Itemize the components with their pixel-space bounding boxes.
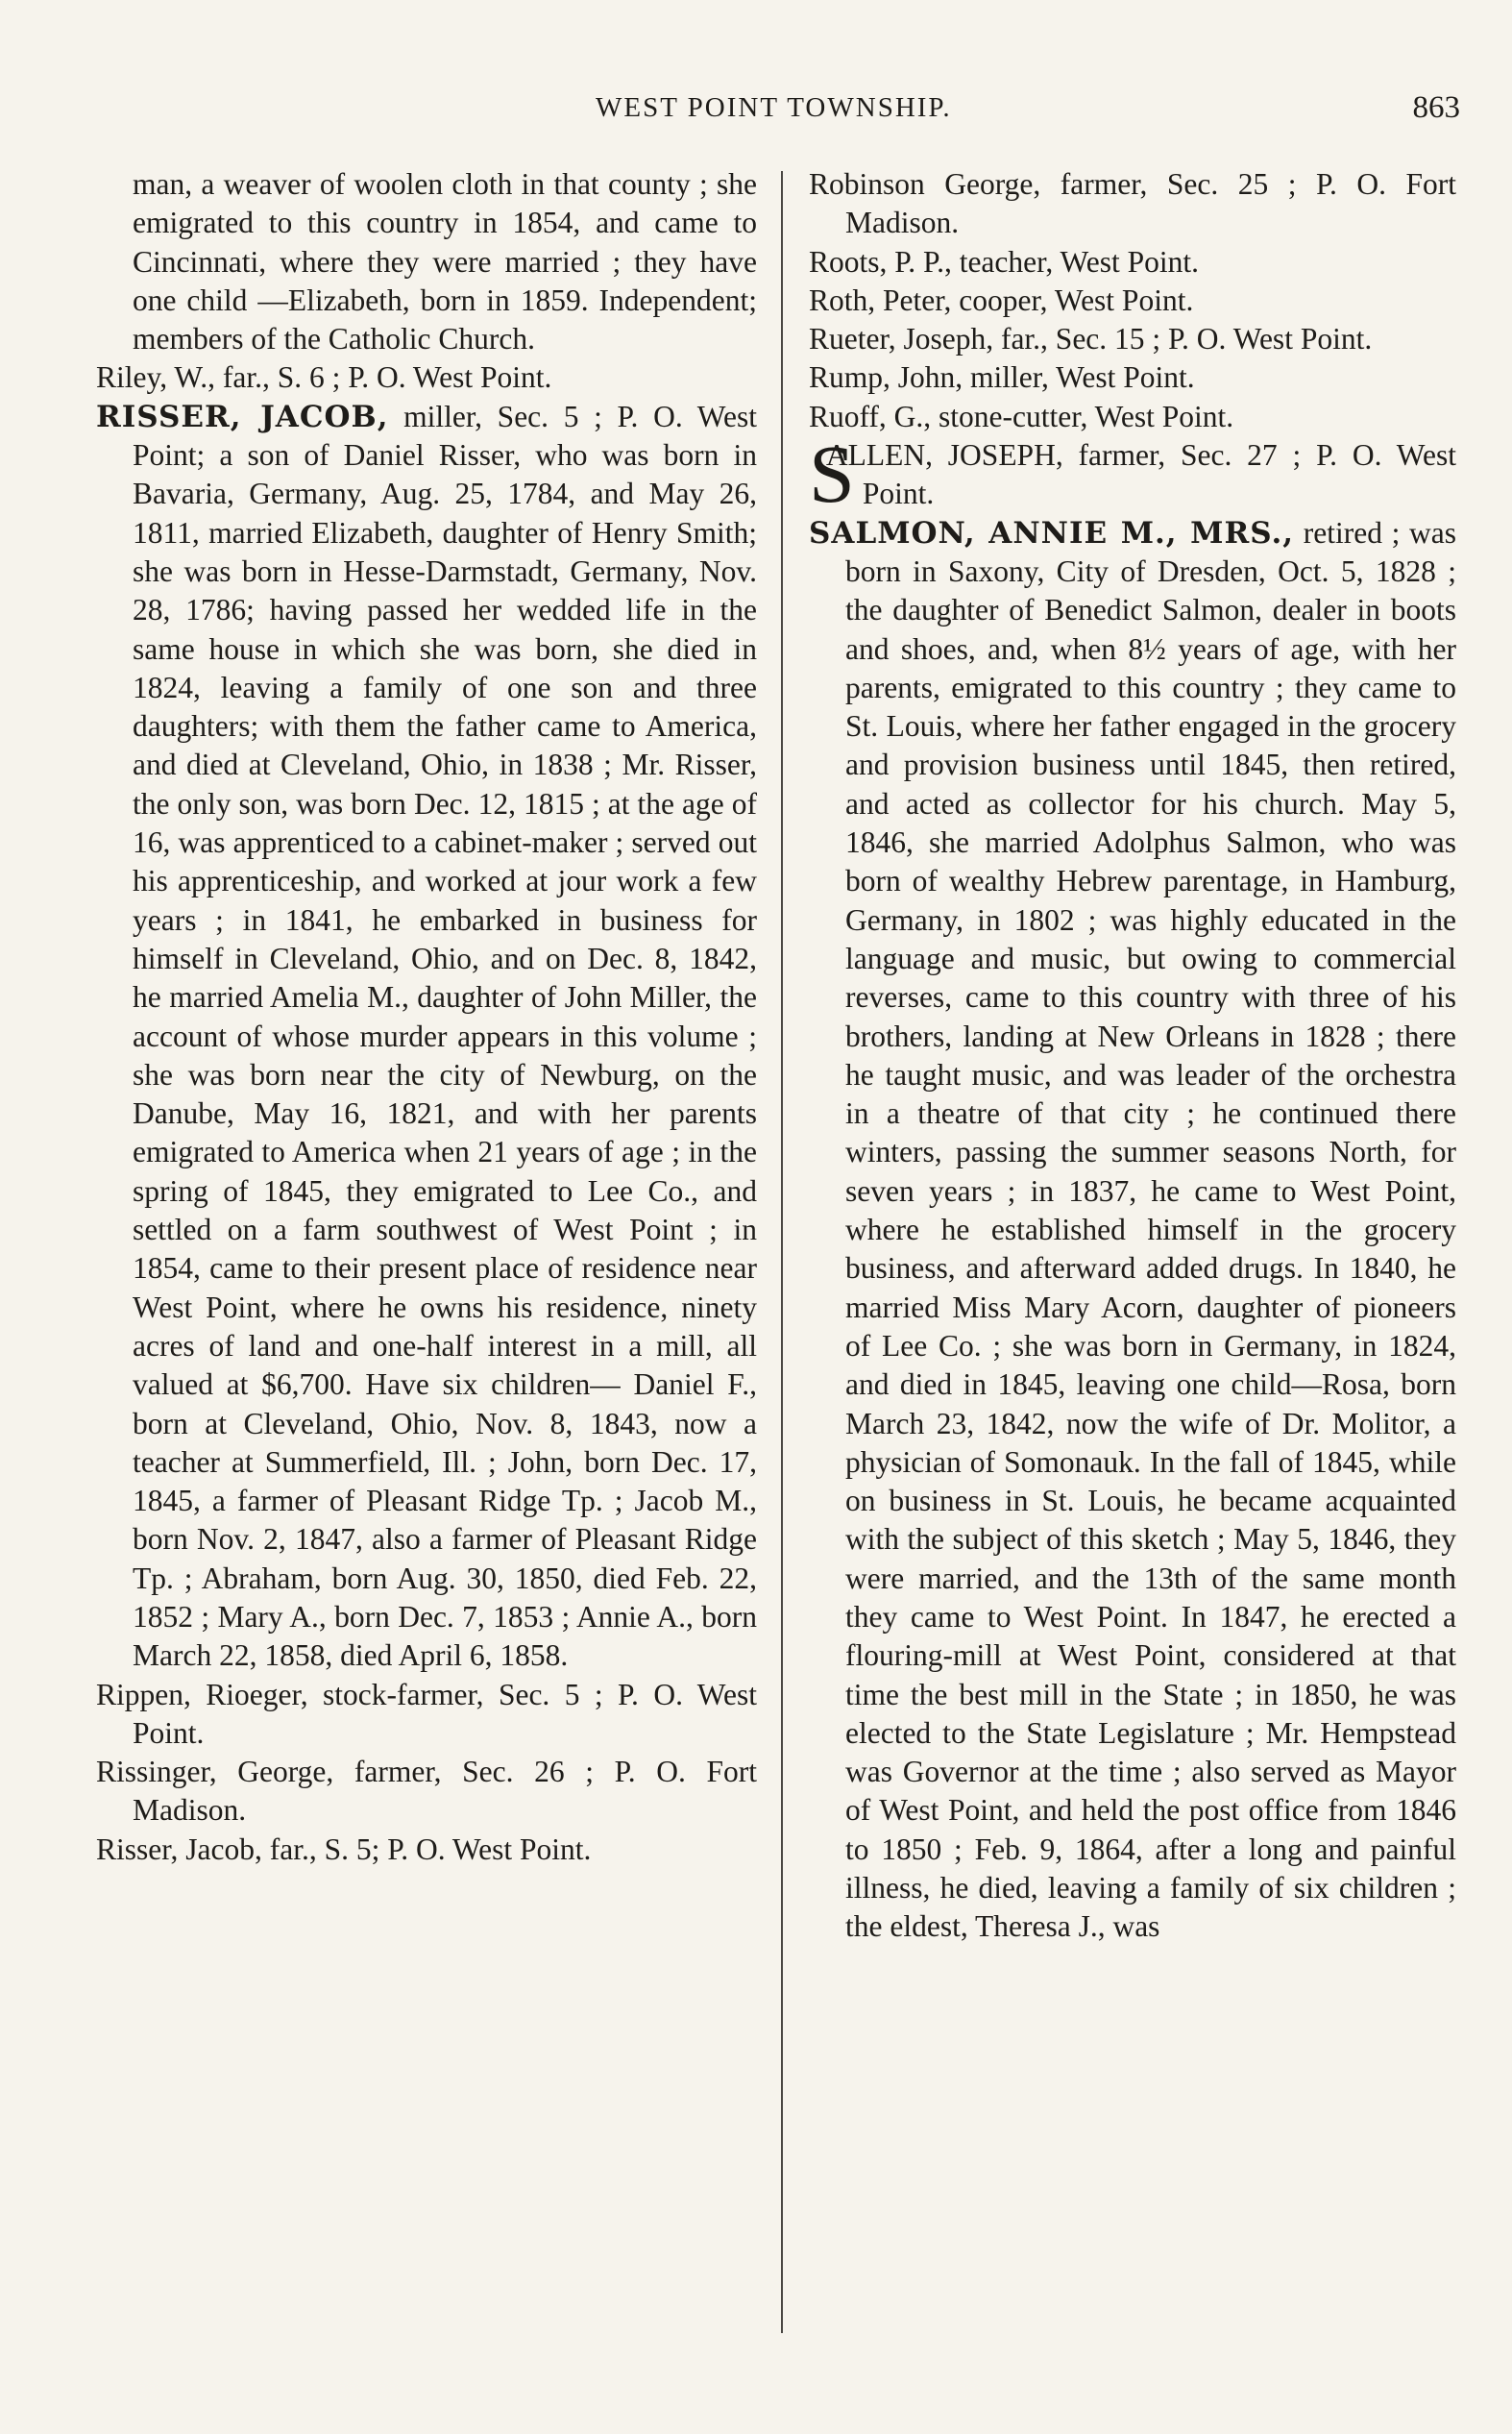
entry-rump	[809, 358, 1456, 397]
entry-sallen	[809, 428, 1456, 521]
entry-name: ALLEN, JOSEPH,	[825, 438, 1063, 473]
entry-rueter	[809, 320, 1456, 358]
entry-name: Rump, John,	[809, 360, 963, 395]
entry-risser-jacob	[96, 1831, 757, 1869]
entry-text: retired ; was born in Saxony, City of Dresden, Oct. 5, 1828 ; the daughter of Benedict Salmon, dealer in boots and shoes, and, when 8½ years of age, with her parents, emigrated to this country ; they came to St. Louis, where her father engaged in the grocery and provision business until 1845, then retired, and acted as collector for his church. May 5, 1846, she married Adolphus Salmon, who was born of wealthy Hebrew parentage, in Hamburg, Germany, in 1802 ; was highly educated in the language and music, but owing to commercial reverses, came to this country with three of his brothers, landing at New Orleans in 1828 ; there he taught music, and was leader of the orchestra in a theatre of that city ; he continued there winters, passing the summer seasons North, for seven years ; in 1837, he came to West Point, where he established himself in the grocery business, and afterward added drugs. In 1840, he married Miss Mary Acorn, daughter of pioneers of Lee Co. ; she was born in Germany, in 1824, and died in 1845, leaving one child—Rosa, born March 23, 1842, now the wife of Dr. Molitor, a physician of Somonauk. In the fall of 1845, while on business in St. Louis, he became acquainted with the subject of this sketch ; May 5, 1846, they were married, and the 13th of the same month they came to West Point. In 1847, he erected a flouring-mill at West Point, considered at that time the best mill in the State ; in 1850, he was elected to the State Legislature ; Mr. Hempstead was Governor at the time ; also served as Mayor of West Point, and held the post office from 1846 to 1850 ; Feb. 9, 1864, after a long and painful illness, he died, leaving a family of six children ; the eldest, Theresa J., was	[845, 515, 1456, 1944]
entry-text: far., S. 5; P. O. West Point.	[261, 1832, 592, 1866]
entry-name-bold: SALMON, ANNIE M., MRS.,	[809, 515, 1295, 551]
entry-roots	[809, 243, 1456, 282]
column-divider	[781, 171, 783, 2333]
page-number: 863	[1412, 90, 1460, 125]
entry-text: stock-farmer, Sec. 5 ; P. O. West Point.	[133, 1677, 757, 1750]
entry-name: Rippen, Rioeger,	[96, 1677, 308, 1711]
entry-rippen	[96, 1676, 757, 1754]
continued-paragraph: man, a weaver of woolen cloth in that county ; she emigrated to this country in 1854, and came to Cincinnati, where they were married ; they have one child —Elizabeth, born in 1859. Independent; members of the Catholic Church.	[133, 167, 757, 356]
entry-robinson	[809, 165, 1456, 243]
running-header	[576, 92, 1460, 140]
entry-name: Risser, Jacob,	[96, 1832, 262, 1866]
entry-text: miller, Sec. 5 ; P. O. West Point; a son of Daniel Risser, who was born in Bavaria, Germany, Aug. 25, 1784, and May 26, 1811, married Elizabeth, daughter of Henry Smith; she was born in Hesse-Darmstadt, Germany, Nov. 28, 1786; having passed her wedded life in the same house in which she was born, she died in 1824, leaving a family of one son and three daughters; with them the father came to America, and died at Cleveland, Ohio, in 1838 ; Mr. Risser, the only son, was born Dec. 12, 1815 ; at the age of 16, was apprenticed to a cabinet-maker ; served out his apprenticeship, and worked at jour work a few years ; in 1841, he embarked in business for himself in Cleveland, Ohio, and on Dec. 8, 1842, he married Amelia M., daughter of John Miller, the account of whose murder appears in this volume ; she was born near the city of Newburg, on the Danube, May 16, 1821, and with her parents emigrated to America when 21 years of age ; in the spring of 1845, they emigrated to Lee Co., and settled on a farm southwest of West Point ; in 1854, came to their present place of residence near West Point, where he owns his residence, ninety acres of land and one-half interest in a mill, all valued at $6,700. Have six children— Daniel F., born at Cleveland, Ohio, Nov. 8, 1843, now a teacher at Summerfield, Ill. ; John, born Dec. 17, 1845, a farmer of Pleasant Ridge Tp. ; Jacob M., born Nov. 2, 1847, also a farmer of Pleasant Ridge Tp. ; Abraham, born Aug. 30, 1850, died Feb. 22, 1852 ; Mary A., born Dec. 7, 1853 ; Annie A., born March 22, 1858, died April 6, 1858.	[133, 399, 757, 1673]
entry-risser-jacob-bio	[96, 398, 757, 1676]
entry-name-bold: RISSER, JACOB,	[96, 399, 389, 434]
entry-name: Roth, Peter,	[809, 283, 952, 317]
entry-name: Rissinger, George,	[96, 1755, 334, 1789]
entry-text: farmer, Sec. 26 ; P. O. Fort Madison.	[133, 1755, 757, 1828]
entry-text: farmer, Sec. 25 ; P. O. Fort Madison.	[845, 167, 1456, 240]
entry-name: Roots, P. P.,	[809, 244, 952, 279]
entry-salmon-bio	[809, 514, 1456, 1947]
entry-name: Rueter, Joseph,	[809, 322, 994, 356]
entry-text: cooper, West Point.	[951, 283, 1194, 317]
entry-ruoff	[809, 398, 1456, 436]
entry-name: Robinson George,	[809, 167, 1041, 201]
entry-text: far., Sec. 15 ; P. O. West Point.	[993, 322, 1373, 356]
entry-rissinger	[96, 1753, 757, 1831]
drop-cap-letter: S	[809, 428, 855, 521]
left-column	[96, 165, 757, 1869]
entry-name: Ruoff, G.,	[809, 399, 932, 433]
right-column	[809, 165, 1456, 1947]
entry-text: miller, West Point.	[963, 360, 1195, 395]
header-title: WEST POINT TOWNSHIP.	[596, 92, 952, 123]
entry-riley	[96, 358, 757, 397]
entry-text: far., S. 6 ; P. O. West Point.	[214, 360, 552, 395]
entry-text: teacher, West Point.	[951, 244, 1200, 279]
entry-text: stone-cutter, West Point.	[931, 399, 1234, 433]
entry-text: farmer, Sec. 27 ; P. O. West Point.	[862, 438, 1456, 511]
entry-name: Riley, W.,	[96, 360, 215, 395]
entry-roth	[809, 282, 1456, 320]
